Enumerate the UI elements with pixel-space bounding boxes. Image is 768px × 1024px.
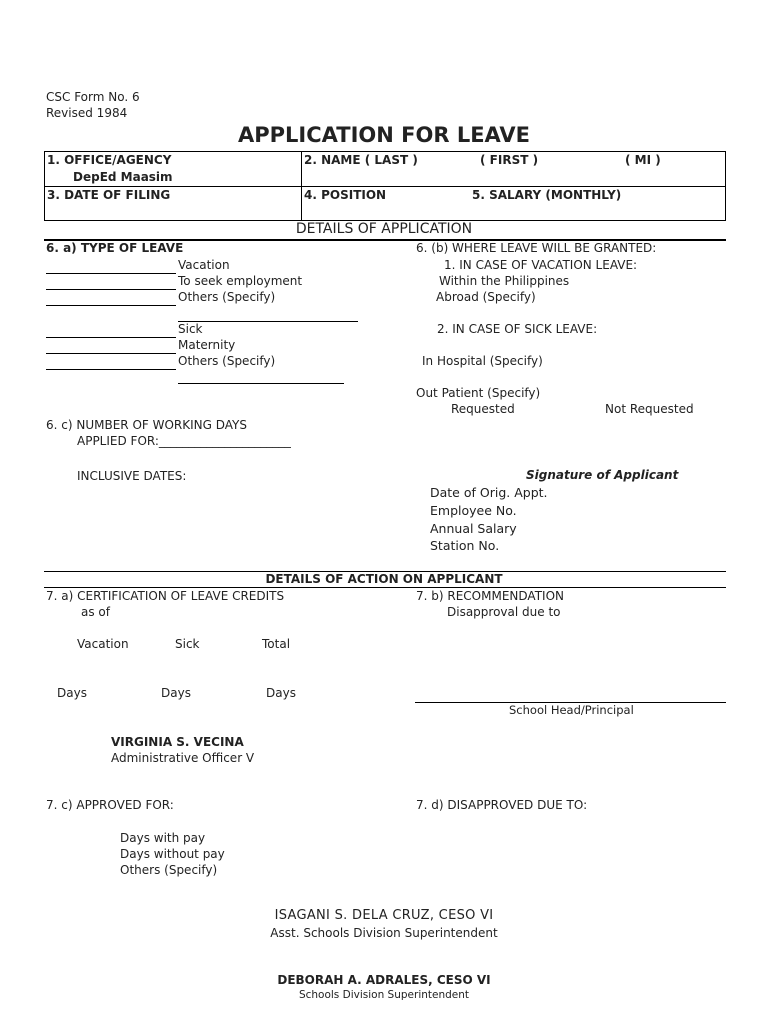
box-divider bbox=[44, 186, 726, 187]
others-sick-checkline[interactable] bbox=[46, 369, 176, 370]
others-vacation-specify-line[interactable] bbox=[178, 321, 358, 322]
superintendent-title: Schools Division Superintendent bbox=[298, 989, 470, 1001]
applied-for-field[interactable]: APPLIED FOR:______________________ bbox=[77, 434, 291, 448]
others-vacation-option[interactable]: Others (Specify) bbox=[178, 290, 276, 304]
action-divider-bottom bbox=[44, 587, 726, 588]
not-requested-option[interactable]: Not Requested bbox=[605, 402, 694, 416]
office-agency-value[interactable]: DepEd Maasim bbox=[73, 170, 173, 184]
salary-label: 5. SALARY (MONTHLY) bbox=[472, 188, 622, 202]
number-of-days-label: 6. c) NUMBER OF WORKING DAYS bbox=[46, 418, 247, 432]
seek-employment-checkline[interactable] bbox=[46, 289, 176, 290]
leave-credits-label: 7. a) CERTIFICATION OF LEAVE CREDITS bbox=[46, 589, 285, 603]
others-vacation-checkline[interactable] bbox=[46, 305, 176, 306]
others-sick-option[interactable]: Others (Specify) bbox=[178, 354, 276, 368]
employee-no-label: Employee No. bbox=[430, 503, 517, 518]
date-of-filing-label: 3. DATE OF FILING bbox=[47, 188, 171, 202]
inclusive-dates-label: INCLUSIVE DATES: bbox=[77, 469, 187, 483]
where-granted-label: 6. (b) WHERE LEAVE WILL BE GRANTED: bbox=[416, 241, 657, 255]
admin-officer-name: VIRGINIA S. VECINA bbox=[111, 735, 244, 749]
sick-checkline[interactable] bbox=[46, 337, 176, 338]
others-sick-specify-line[interactable] bbox=[178, 383, 344, 384]
recommendation-label: 7. b) RECOMMENDATION bbox=[416, 589, 564, 603]
disapproved-due-to-label: 7. d) DISAPPROVED DUE TO: bbox=[416, 798, 588, 812]
asst-superintendent-name: ISAGANI S. DELA CRUZ, CESO VI bbox=[274, 908, 494, 923]
vacation-case-label: 1. IN CASE OF VACATION LEAVE: bbox=[444, 258, 638, 272]
disapproval-due-to-label: Disapproval due to bbox=[447, 605, 561, 619]
name-first-label: ( FIRST ) bbox=[480, 153, 539, 167]
as-of-label: as of bbox=[81, 605, 110, 619]
annual-salary-label: Annual Salary bbox=[430, 521, 517, 536]
vacation-column: Vacation bbox=[77, 637, 129, 651]
days-without-pay[interactable]: Days without pay bbox=[120, 847, 225, 861]
superintendent-name: DEBORAH A. ADRALES, CESO VI bbox=[277, 973, 491, 987]
details-of-action-heading: DETAILS OF ACTION ON APPLICANT bbox=[265, 572, 503, 586]
seek-employment-option[interactable]: To seek employment bbox=[178, 274, 303, 288]
abroad-option[interactable]: Abroad (Specify) bbox=[436, 290, 536, 304]
sick-option[interactable]: Sick bbox=[178, 322, 203, 336]
applicant-signature-label: Signature of Applicant bbox=[526, 468, 679, 482]
sick-case-label: 2. IN CASE OF SICK LEAVE: bbox=[437, 322, 598, 336]
type-of-leave-label: 6. a) TYPE OF LEAVE bbox=[46, 241, 184, 255]
box-column-divider bbox=[301, 151, 302, 221]
school-head-label: School Head/Principal bbox=[509, 703, 634, 717]
page-title: APPLICATION FOR LEAVE bbox=[238, 123, 530, 147]
orig-appt-label: Date of Orig. Appt. bbox=[430, 485, 548, 500]
days-with-pay[interactable]: Days with pay bbox=[120, 831, 206, 845]
total-days: Days bbox=[266, 686, 296, 700]
sick-column: Sick bbox=[175, 637, 200, 651]
requested-option[interactable]: Requested bbox=[451, 402, 515, 416]
vacation-option[interactable]: Vacation bbox=[178, 258, 230, 272]
office-agency-label: 1. OFFICE/AGENCY bbox=[47, 153, 172, 167]
vacation-days: Days bbox=[57, 686, 87, 700]
maternity-checkline[interactable] bbox=[46, 353, 176, 354]
station-no-label: Station No. bbox=[430, 538, 500, 553]
revision-note: Revised 1984 bbox=[46, 106, 128, 120]
name-last-label: 2. NAME ( LAST ) bbox=[304, 153, 418, 167]
details-of-application-heading: DETAILS OF APPLICATION bbox=[295, 221, 473, 237]
within-philippines-option[interactable]: Within the Philippines bbox=[439, 274, 570, 288]
total-column: Total bbox=[262, 637, 291, 651]
admin-officer-title: Administrative Officer V bbox=[111, 751, 255, 765]
maternity-option[interactable]: Maternity bbox=[178, 338, 236, 352]
form-number: CSC Form No. 6 bbox=[46, 90, 140, 104]
position-label: 4. POSITION bbox=[304, 188, 387, 202]
approved-for-label: 7. c) APPROVED FOR: bbox=[46, 798, 174, 812]
vacation-checkline[interactable] bbox=[46, 273, 176, 274]
out-patient-option[interactable]: Out Patient (Specify) bbox=[416, 386, 541, 400]
in-hospital-option[interactable]: In Hospital (Specify) bbox=[422, 354, 543, 368]
asst-superintendent-title: Asst. Schools Division Superintendent bbox=[270, 926, 498, 940]
others-specify[interactable]: Others (Specify) bbox=[120, 863, 218, 877]
sick-days: Days bbox=[161, 686, 191, 700]
name-mi-label: ( MI ) bbox=[625, 153, 661, 167]
